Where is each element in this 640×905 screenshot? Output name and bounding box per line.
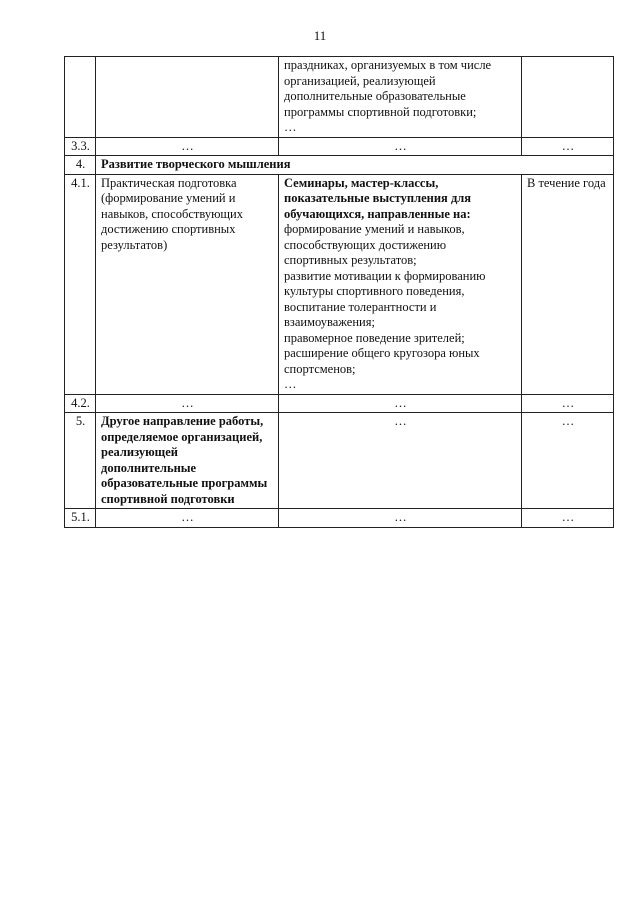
table-row-section-4 [65, 156, 614, 175]
direction-line: спортивной подготовки [101, 491, 235, 506]
timing-cell: … [522, 137, 614, 156]
row-number: 4.1. [65, 174, 96, 394]
activity-line: … [284, 377, 297, 391]
direction-line: навыков, способствующих [101, 206, 243, 221]
activities-table [64, 56, 614, 528]
activity-line: способствующих достижению [284, 237, 447, 252]
activity-line: … [284, 120, 297, 134]
direction-line: результатов) [101, 237, 168, 252]
activity-cell: … [279, 413, 522, 509]
direction-line: дополнительные [101, 460, 197, 475]
page-number: 11 [313, 28, 327, 43]
activity-line: спортивных результатов; [284, 253, 417, 267]
activity-line: расширение общего кругозора юных [284, 346, 480, 360]
direction-line: Практическая подготовка [101, 175, 237, 190]
activity-line: спортсменов; [284, 361, 356, 376]
row-number: 3.3. [65, 137, 96, 156]
direction-cell [96, 57, 279, 138]
activity-line: дополнительные образовательные [284, 89, 466, 103]
table-row-3-3 [65, 137, 614, 156]
activity-line: воспитание толерантности и [284, 299, 437, 314]
row-number: 5. [65, 413, 96, 509]
activity-heading-line: Семинары, мастер-классы, [284, 175, 439, 190]
direction-line: Другое направление работы, [101, 414, 264, 428]
table-row-5-1 [65, 509, 614, 528]
table-row-4-2 [65, 394, 614, 413]
direction-line: достижению спортивных [101, 222, 236, 236]
activity-line: культуры спортивного поведения, [284, 284, 465, 298]
activity-cell [279, 57, 522, 138]
row-number: 5.1. [65, 509, 96, 528]
direction-cell [96, 413, 279, 509]
direction-cell [96, 174, 279, 394]
direction-cell: … [96, 137, 279, 156]
activity-cell: … [279, 394, 522, 413]
direction-cell: … [96, 509, 279, 528]
section-title: Развитие творческого мышления [96, 156, 614, 175]
activity-cell: … [279, 509, 522, 528]
table-row-section-5 [65, 413, 614, 509]
timing-cell: В течение года [522, 174, 614, 394]
activity-line: формирование умений и навыков, [284, 222, 465, 236]
activity-line: организацией, реализующей [284, 73, 436, 88]
direction-line: реализующей [101, 445, 178, 459]
activity-line: развитие мотивации к формированию [284, 268, 486, 283]
direction-line: образовательные программы [101, 476, 268, 490]
row-number: 4. [65, 156, 96, 175]
activity-heading-line: показательные выступления для [284, 191, 472, 205]
row-number [65, 57, 96, 138]
timing-cell [522, 57, 614, 138]
timing-cell: … [522, 413, 614, 509]
timing-cell: … [522, 394, 614, 413]
timing-cell: … [522, 509, 614, 528]
activity-heading-line: обучающихся, направленные на: [284, 206, 471, 221]
activity-cell: … [279, 137, 522, 156]
activity-line: взаимоуважения; [284, 315, 375, 329]
activity-line: праздниках, организуемых в том числе [284, 58, 492, 72]
direction-cell: … [96, 394, 279, 413]
activity-cell [279, 174, 522, 394]
activity-line: программы спортивной подготовки; [284, 104, 477, 119]
activity-line: правомерное поведение зрителей; [284, 330, 465, 345]
direction-line: (формирование умений и [101, 191, 236, 205]
row-number: 4.2. [65, 394, 96, 413]
table-row-continuation [65, 57, 614, 138]
table-row-4-1 [65, 174, 614, 394]
direction-line: определяемое организацией, [101, 429, 263, 444]
